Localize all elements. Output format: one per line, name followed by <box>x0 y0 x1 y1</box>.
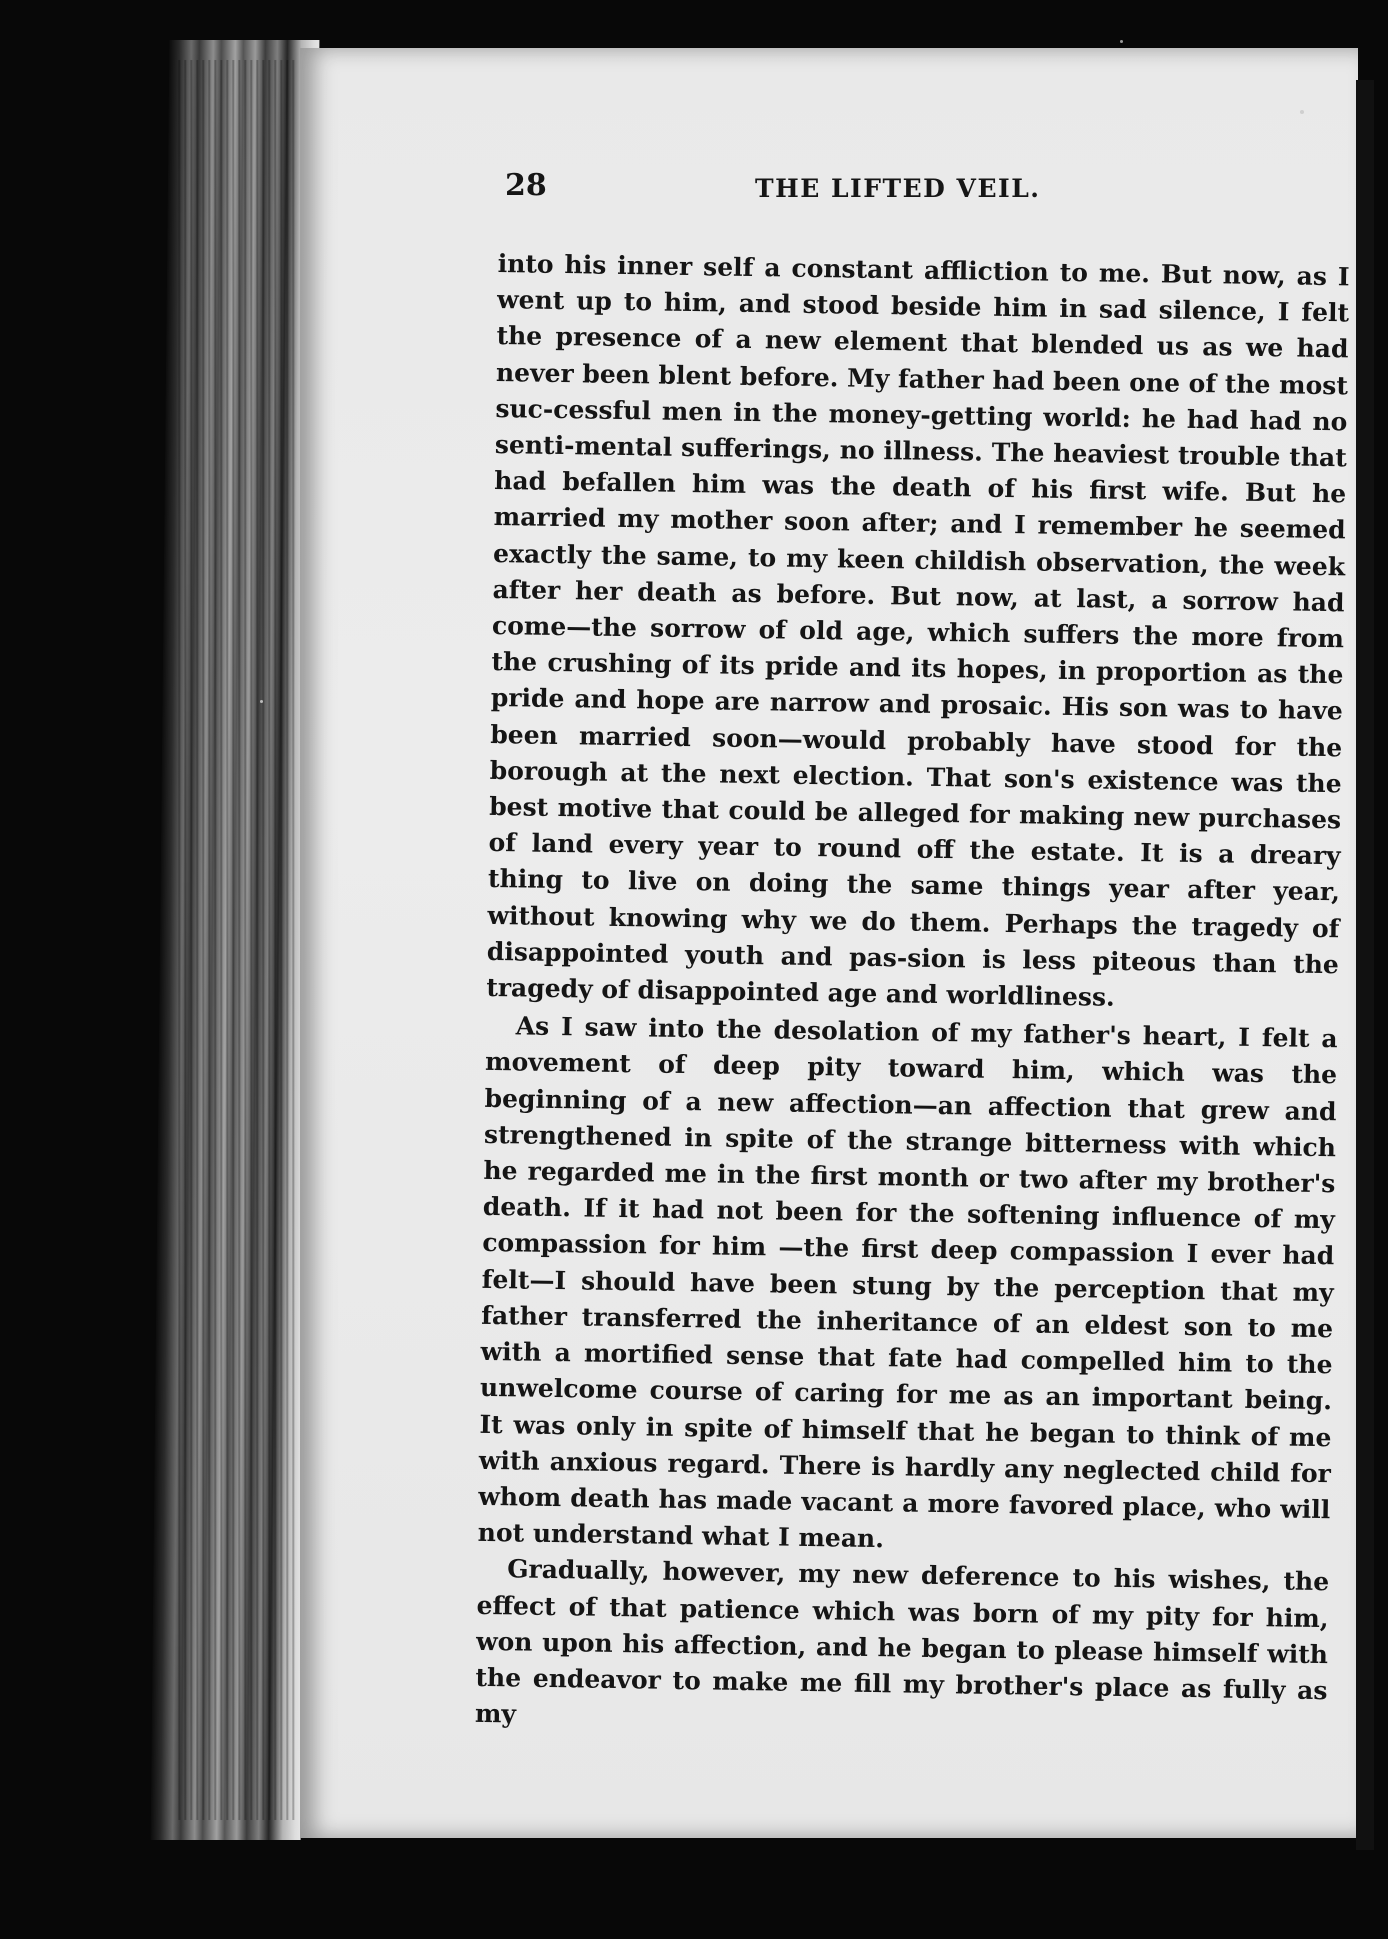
paragraph: into his inner self a constant affliction to me. But now, as I went up to him, and stood beside him in sad silence, I felt the presence of a new element that blended us as we had never been blent before. My father had been one of the most suc-cessful men in the money-getting world: he had had no senti-mental sufferings, no illness. The heaviest trouble that had befallen him was the death of his first wife. But he married my mother soon after; and I remember he seemed exactly the same, to my keen childish observation, the week after her death as before. But now, at last, a sorrow had come—the sorrow of old age, which suffers the more from the crushing of its pride and its hopes, in proportion as the pride and hope are narrow and prosaic. His son was to have been married soon—would probably have stood for the borough at the next election. That son's existence was the best motive that could be alleged for making new purchases of land every year to round off the estate. It is a dreary thing to live on doing the same things year after year, without knowing why we do them. Perhaps the tragedy of disappointed youth and pas-sion is less piteous than the tragedy of disappointed age and worldliness. <box>486 248 1350 1012</box>
running-title: THE LIFTED VEIL. <box>755 174 1041 203</box>
paragraph: As I saw into the desolation of my father's heart, I felt a movement of deep pity toward him, which was the beginning of a new affection—an affection that grew and strengthened in spite of the strange bitterness with which he regarded me in the first month or two after my brother's death. If it had not been for the softening influence of my compassion for him —the first deep compassion I ever had felt—I should have been stung by the perception that my father transferred the inheritance of an eldest son to me with a mortified sense that fate had compelled him to the unwelcome course of caring for me as an important being. It was only in spite of himself that he began to think of me with anxious regard. There is hardly any neglected child for whom death has made vacant a more favored place, who will not understand what I mean. <box>477 1011 1338 1554</box>
page-right-edge <box>1356 80 1374 1850</box>
page-header <box>505 168 1285 208</box>
dust-speck <box>1300 110 1304 114</box>
paragraph: Gradually, however, my new deference to his wishes, the effect of that patience which was born of my pity for him, won upon his affection, and he began to please himself with the endeavor to make me fill my brother's place as fully as my <box>474 1554 1330 1729</box>
dust-speck <box>260 700 263 703</box>
page-number: 28 <box>505 168 547 203</box>
dust-speck <box>1120 40 1123 43</box>
page-edge-lines <box>175 60 295 1820</box>
body-text <box>475 246 1350 1746</box>
